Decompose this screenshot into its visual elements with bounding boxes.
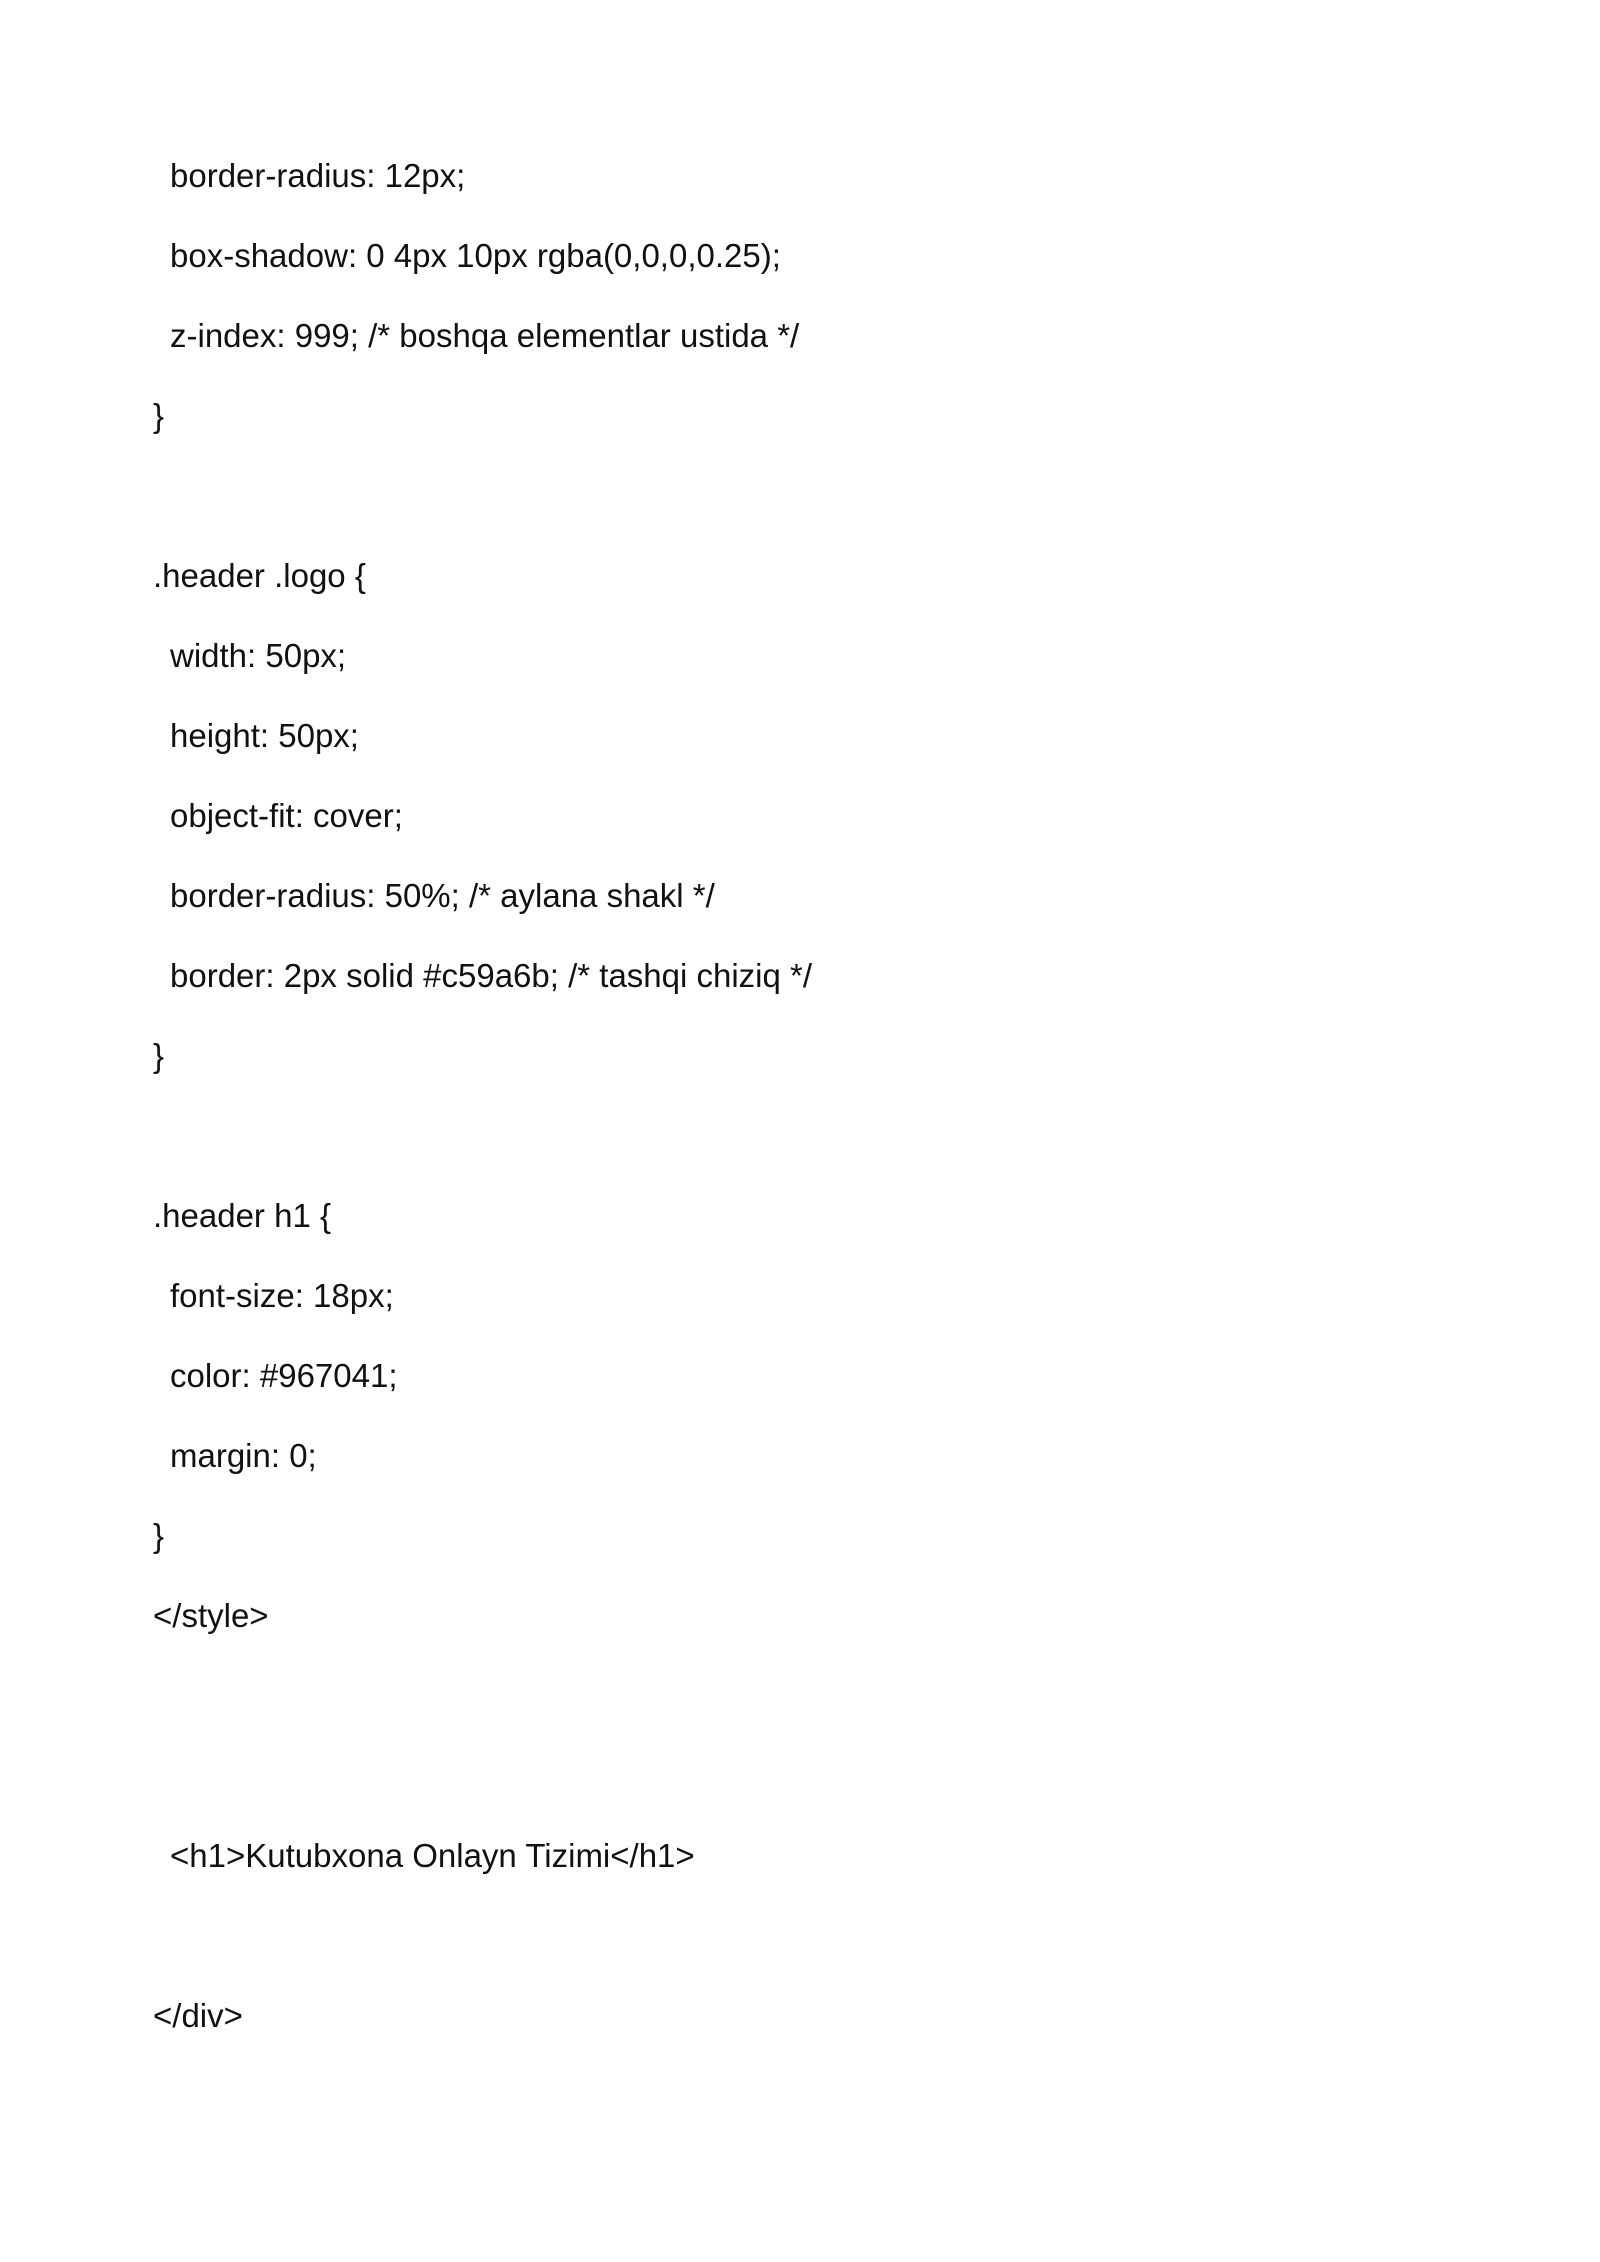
code-line: } bbox=[153, 1517, 165, 1554]
code-line: color: #967041; bbox=[170, 1357, 398, 1394]
code-line: height: 50px; bbox=[170, 717, 359, 754]
code-line: } bbox=[153, 1037, 165, 1074]
code-line: border-radius: 12px; bbox=[170, 157, 466, 194]
code-line: box-shadow: 0 4px 10px rgba(0,0,0,0.25); bbox=[170, 237, 781, 274]
code-line: <h1>Kutubxona Onlayn Tizimi</h1> bbox=[170, 1837, 695, 1874]
code-line: object-fit: cover; bbox=[170, 797, 403, 834]
code-line: z-index: 999; /* boshqa elementlar ustida */ bbox=[170, 317, 800, 354]
code-line: width: 50px; bbox=[170, 637, 347, 674]
code-line: .header h1 { bbox=[153, 1197, 331, 1234]
code-line: </style> bbox=[153, 1597, 269, 1634]
code-line: font-size: 18px; bbox=[170, 1277, 394, 1314]
code-line: border: 2px solid #c59a6b; /* tashqi chiziq */ bbox=[170, 957, 813, 994]
code-line: border-radius: 50%; /* aylana shakl */ bbox=[170, 877, 715, 914]
code-line: .header .logo { bbox=[153, 557, 366, 594]
code-line: </div> bbox=[153, 1997, 243, 2034]
code-line: } bbox=[153, 397, 165, 434]
code-line: margin: 0; bbox=[170, 1437, 317, 1474]
